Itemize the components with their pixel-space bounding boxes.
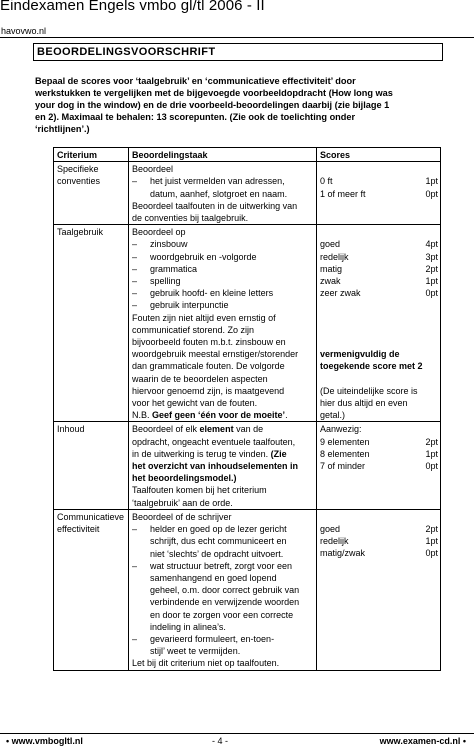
footer-right-link[interactable]: www.examen-cd.nl • <box>379 736 466 746</box>
task-cell <box>129 225 317 422</box>
score-line: zeer zwak 0pt <box>320 288 438 299</box>
task-text: verbindende en verwijzende woorden <box>150 597 300 608</box>
score-line: zwak 1pt <box>320 276 438 287</box>
task-text: in de uitwerking is terug te vinden. (Zie <box>132 448 287 459</box>
task-text: het overzicht van inhoudselementen in <box>132 461 299 472</box>
task-text: hiervoor genoemd zijn, is maatgevend <box>132 385 285 396</box>
task-text: het beoordelingsmodel.) <box>132 473 237 484</box>
score-note: hier dus altijd en even <box>320 397 408 408</box>
score-line: redelijk 1pt <box>320 536 438 547</box>
nb-note: N.B. Geef geen ‘één voor de moeite’. <box>132 410 288 421</box>
task-text: datum, aanhef, slotgroet en naam. <box>150 188 288 199</box>
table-row <box>54 422 441 509</box>
task-text: indeling in alinea’s. <box>150 621 226 632</box>
intro-line: werkstukken te vergelijken met de bijgevoegde voorbeeldopdracht (How long was <box>35 88 393 99</box>
intro-line: ‘richtlijnen’.) <box>35 124 90 135</box>
task-text: dan grammaticale fouten. De volgorde <box>132 361 285 372</box>
task-bullet: – het juist vermelden van adressen, <box>132 175 314 187</box>
task-bullet: – gebruik interpunctie <box>132 299 314 311</box>
task-text: samenhangend en goed lopend <box>150 572 277 583</box>
footer-left-link[interactable]: • www.vmbogltl.nl <box>6 736 83 746</box>
task-bullet: – gebruik hoofd- en kleine letters <box>132 287 314 299</box>
task-text: voor het gewicht van de fouten. <box>132 398 258 409</box>
task-text: communicatief storend. Zo zijn <box>132 324 255 335</box>
scoring-table <box>53 147 441 671</box>
task-text: schrijft, dus echt communiceert en <box>150 536 287 547</box>
score-cell <box>317 509 441 670</box>
score-line: 9 elementen 2pt <box>320 436 438 447</box>
table-header-row <box>54 148 441 162</box>
score-line: goed 4pt <box>320 239 438 250</box>
exam-title: Eindexamen Engels vmbo gl/tl 2006 - II <box>0 0 265 14</box>
header-scores: Scores <box>317 148 441 162</box>
score-line: 1 of meer ft 0pt <box>320 188 438 199</box>
intro-line: Bepaal de scores voor ‘taalgebruik’ en ‘communicatieve effectiviteit’ door <box>35 76 356 86</box>
section-title: BEOORDELINGSVOORSCHRIFT <box>37 46 216 58</box>
task-text: Beoordeel of de schrijver <box>132 511 232 522</box>
task-text: niet ‘slechts’ de opdracht uitvoert. <box>150 548 284 559</box>
criterium-cell <box>54 509 129 670</box>
multiply-note: toegekende score met 2 <box>320 361 423 372</box>
score-line: matig 2pt <box>320 263 438 274</box>
table-row <box>54 509 441 670</box>
criterium-cell <box>54 422 129 509</box>
score-line: 0 ft 1pt <box>320 176 438 187</box>
header-divider <box>0 37 474 38</box>
criterium-label: Taalgebruik <box>57 227 104 238</box>
score-title: Aanwezig: <box>320 424 362 435</box>
table-row <box>54 162 441 225</box>
task-bullet: – helder en goed op de lezer gericht <box>132 523 314 535</box>
score-cell <box>317 225 441 422</box>
site-label: havovwo.nl <box>1 26 47 36</box>
task-text: opdracht, ongeacht eventuele taalfouten, <box>132 436 296 447</box>
header-criterium: Criterium <box>54 148 129 162</box>
criterium-label: effectiviteit <box>57 524 100 535</box>
task-text: geheel, o.m. door correct gebruik van <box>150 585 300 596</box>
task-cell <box>129 162 317 225</box>
task-bullet: – gevarieerd formuleert, en-toen- <box>132 633 314 645</box>
intro-line: your dog in the window) en de drie voorbeeld-beoordelingen daarbij (zie bijlage 1 <box>35 100 390 111</box>
task-cell <box>129 422 317 509</box>
task-text: waarin de te beoordelen aspecten <box>132 373 268 384</box>
score-line: 7 of minder 0pt <box>320 461 438 472</box>
task-text: ‘taalgebruik’ aan de orde. <box>132 497 233 508</box>
task-text: de conventies bij taalgebruik. <box>132 213 249 224</box>
multiply-note: vermenigvuldig de <box>320 349 400 360</box>
task-text: Beoordeel <box>132 164 174 175</box>
task-bullet: – spelling <box>132 275 314 287</box>
task-bullet: – grammatica <box>132 263 314 275</box>
task-text: en door te zorgen voor een correcte <box>150 609 294 620</box>
task-text: Beoordeel op <box>132 227 186 238</box>
task-text: Fouten zijn niet altijd even ernstig of <box>132 312 276 323</box>
header-beoordelingstaak: Beoordelingstaak <box>129 148 317 162</box>
score-line: matig/zwak 0pt <box>320 548 438 559</box>
intro-paragraph <box>35 75 445 135</box>
score-line: redelijk 3pt <box>320 251 438 262</box>
task-text: woordgebruik meestal ernstiger/storender <box>132 349 299 360</box>
intro-line: en 2). Maximaal te behalen: 13 scorepunten. (Zie ook de toelichting onder <box>35 112 356 123</box>
task-text: Taalfouten komen bij het criterium <box>132 485 267 496</box>
score-line: 8 elementen 1pt <box>320 448 438 459</box>
criterium-label: Inhoud <box>57 424 85 435</box>
task-text: Beoordeel taalfouten in de uitwerking van <box>132 200 298 211</box>
task-text: stijl’ weet te vermijden. <box>150 646 241 657</box>
task-bullet: – wat structuur betreft, zorgt voor een <box>132 560 314 572</box>
footer-divider <box>0 733 474 734</box>
score-cell <box>317 422 441 509</box>
criterium-cell <box>54 162 129 225</box>
task-text: bijvoorbeeld fouten m.b.t. zinsbouw en <box>132 337 286 348</box>
score-line: goed 2pt <box>320 524 438 535</box>
task-text: Let bij dit criterium niet op taalfouten. <box>132 658 280 669</box>
criterium-label: Communicatieve <box>57 511 125 522</box>
task-text: Beoordeel of elk element van de <box>132 424 264 435</box>
page-number: - 4 - <box>212 736 229 746</box>
section-title-box <box>33 43 443 61</box>
score-note: getal.) <box>320 410 346 421</box>
task-bullet: – zinsbouw <box>132 238 314 250</box>
table-row <box>54 225 441 422</box>
task-bullet: – woordgebruik en -volgorde <box>132 251 314 263</box>
criterium-label: conventies <box>57 176 101 187</box>
criterium-label: Specifieke <box>57 164 99 175</box>
score-note: (De uiteindelijke score is <box>320 385 418 396</box>
score-cell <box>317 162 441 225</box>
criterium-cell <box>54 225 129 422</box>
task-cell <box>129 509 317 670</box>
